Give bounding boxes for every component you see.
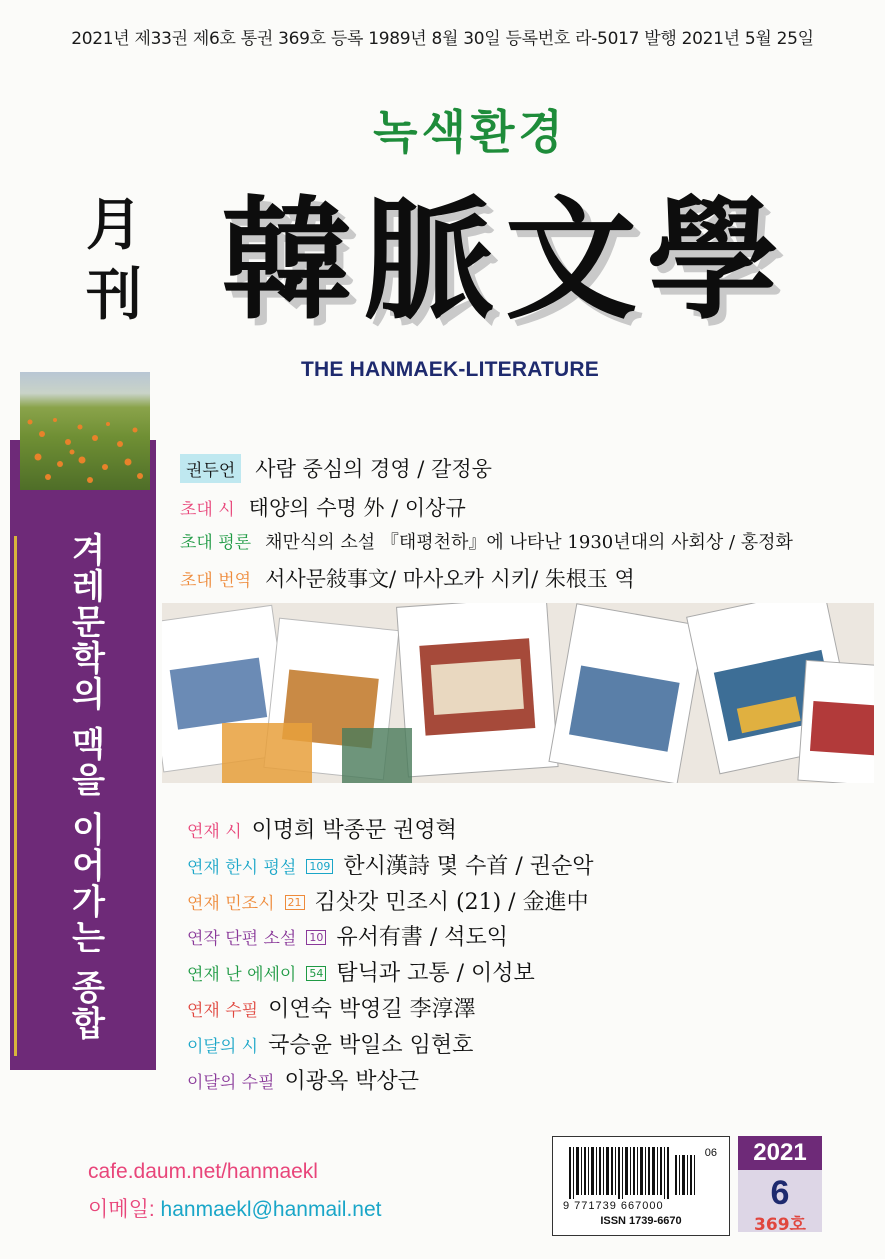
serial-category: 연재 민조시 bbox=[187, 894, 275, 914]
serial-row bbox=[187, 956, 535, 987]
monthly-mark: 月刊 bbox=[86, 192, 142, 328]
barcode-icon bbox=[569, 1147, 699, 1199]
feature-text: 채만식의 소설 『태평천하』에 나타난 1930년대의 사회상 / 홍정화 bbox=[265, 532, 793, 553]
green-environment-title: 녹색환경 bbox=[373, 105, 567, 159]
flower-field-photo bbox=[20, 372, 150, 490]
issue-year: 2021 bbox=[738, 1136, 822, 1170]
issn-number: ISSN 1739-6670 bbox=[600, 1215, 682, 1227]
email-label: 이메일: bbox=[88, 1198, 155, 1221]
serial-row bbox=[187, 849, 594, 880]
serial-text: 이연숙 박영길 李淳澤 bbox=[268, 997, 476, 1022]
serial-row bbox=[187, 920, 508, 951]
issue-box bbox=[738, 1136, 822, 1235]
feature-text: 태양의 수명 外 / 이상규 bbox=[248, 496, 466, 520]
feature-category: 초대 번역 bbox=[180, 571, 252, 591]
feature-text: 사람 중심의 경영 / 갈정웅 bbox=[255, 457, 492, 481]
serial-text: 탐닉과 고통 / 이성보 bbox=[336, 961, 535, 986]
serial-row bbox=[187, 885, 589, 916]
feature-row bbox=[180, 492, 466, 522]
feature-row bbox=[180, 563, 635, 593]
serial-category: 이달의 시 bbox=[187, 1037, 259, 1057]
email-line bbox=[88, 1193, 382, 1223]
serial-text: 이광옥 박상근 bbox=[284, 1069, 420, 1094]
issue-month: 6 bbox=[770, 1174, 790, 1212]
serial-number: 21 bbox=[285, 895, 305, 910]
serial-number: 10 bbox=[306, 930, 326, 945]
serial-text: 이명희 박종문 권영혁 bbox=[251, 818, 457, 843]
serial-category: 연재 시 bbox=[187, 822, 242, 842]
serial-number: 109 bbox=[306, 859, 333, 874]
feature-category: 권두언 bbox=[180, 454, 241, 483]
feature-row bbox=[180, 528, 793, 554]
publication-info-line: 2021년 제33권 제6호 통권 369호 등록 1989년 8월 30일 등록번호 라-5017 발행 2021년 5월 25일 bbox=[71, 29, 814, 49]
serial-number: 54 bbox=[306, 966, 326, 981]
magazine-title: 韓脈文學 bbox=[221, 183, 789, 338]
barcode-digits: 9 771739 667000 bbox=[563, 1200, 664, 1212]
serial-text: 한시漢詩 몇 수首 / 권순악 bbox=[343, 854, 594, 879]
feature-category: 초대 평론 bbox=[180, 533, 252, 553]
serial-category: 연재 한시 평설 bbox=[187, 858, 297, 878]
serial-text: 유서有書 / 석도익 bbox=[336, 925, 509, 950]
serial-category: 이달의 수필 bbox=[187, 1073, 275, 1093]
magazine-collage-photo bbox=[162, 603, 874, 783]
serial-category: 연재 난 에세이 bbox=[187, 965, 297, 985]
vertical-slogan: 겨레문학의 맥을 이어가는 종합 bbox=[65, 532, 105, 1042]
serial-row bbox=[187, 813, 457, 844]
english-title: THE HANMAEK-LITERATURE bbox=[301, 358, 599, 381]
barcode-addon: 06 bbox=[704, 1147, 717, 1159]
serial-row bbox=[187, 1028, 473, 1059]
serial-text: 국승윤 박일소 임현호 bbox=[268, 1033, 474, 1058]
serial-category: 연재 수필 bbox=[187, 1001, 259, 1021]
barcode-box bbox=[552, 1136, 730, 1236]
feature-category: 초대 시 bbox=[180, 500, 235, 520]
email-address[interactable]: hanmaekl@hanmail.net bbox=[160, 1198, 382, 1221]
feature-text: 서사문敍事文/ 마사오카 시키/ 朱根玉 역 bbox=[265, 567, 635, 591]
issue-number: 369호 bbox=[754, 1215, 806, 1235]
serial-text: 김삿갓 민조시 (21) / 金進中 bbox=[314, 890, 589, 915]
feature-row bbox=[180, 453, 492, 483]
serial-row bbox=[187, 992, 476, 1023]
serial-row bbox=[187, 1064, 419, 1095]
serial-category: 연작 단편 소설 bbox=[187, 929, 297, 949]
cafe-url[interactable]: cafe.daum.net/hanmaekl bbox=[88, 1160, 318, 1183]
